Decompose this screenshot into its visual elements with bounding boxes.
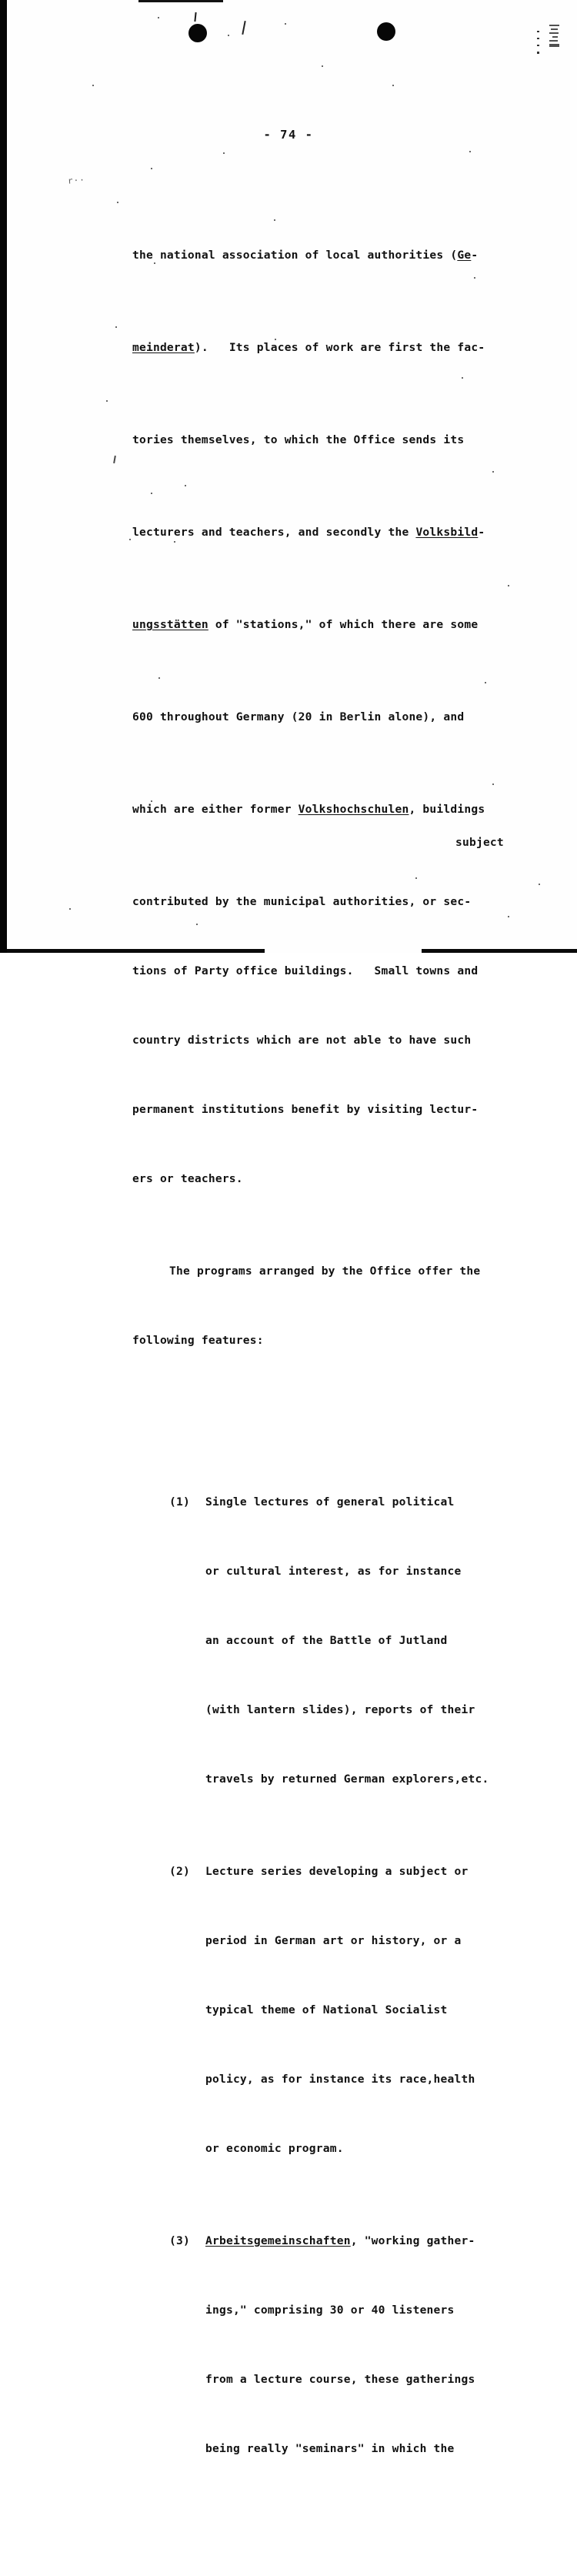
list-item-text: travels by returned German explorers,etc.	[205, 1772, 489, 1786]
body-line: lecturers and teachers, and secondly the Volksbild-	[132, 526, 485, 539]
punch-hole-left-icon	[188, 24, 207, 42]
list-item-text: period in German art or history, or a	[205, 1934, 462, 1947]
list-item-marker: (3)	[169, 2234, 190, 2247]
edge-stamp-smudge-icon	[549, 25, 560, 71]
list-item-underlined-term: Arbeitsgemeinschaften	[205, 2234, 351, 2247]
body-line: tories themselves, to which the Office sends its	[132, 433, 465, 446]
list-item-text: being really "seminars" in which the	[205, 2442, 455, 2455]
list-item-continuation	[132, 2299, 494, 2322]
body-line: permanent institutions benefit by visiting lectur-	[132, 1103, 479, 1116]
list-item-text: or cultural interest, as for instance	[205, 1565, 462, 1578]
list-item-continuation	[132, 1560, 494, 1583]
list-item-text: policy, as for instance its race,health	[205, 2073, 475, 2086]
body-line: country districts which are not able to have such	[132, 1034, 472, 1047]
margin-pencil-mark: r··	[67, 175, 86, 186]
body-line: following features:	[132, 1334, 264, 1347]
list-item-text: or economic program.	[205, 2142, 344, 2155]
list-item-text: Arbeitsgemeinschaften, "working gather-	[205, 2234, 475, 2247]
body-line: 600 throughout Germany (20 in Berlin alone), and	[132, 710, 465, 723]
list-item-text: typical theme of National Socialist	[205, 2003, 448, 2016]
margin-tick-mark	[113, 456, 116, 463]
body-line: ungsstätten of "stations," of which there are some	[132, 618, 479, 631]
document-body	[132, 175, 494, 2576]
list-item-text: from a lecture course, these gatherings	[205, 2373, 475, 2386]
body-line: contributed by the municipal authorities, or sec-	[132, 895, 472, 908]
list-item-continuation	[132, 1629, 494, 1652]
body-line: tions of Party office buildings. Small towns and	[132, 964, 479, 977]
list-item-marker: (1)	[169, 1495, 190, 1509]
list-item-text: an account of the Battle of Jutland	[205, 1634, 448, 1647]
list-item	[132, 1491, 494, 1514]
list-item-continuation	[132, 2068, 494, 2091]
list-item-continuation	[132, 1929, 494, 1953]
body-line: ers or teachers.	[132, 1172, 243, 1185]
list-item	[132, 2230, 494, 2253]
list-item-text: (with lantern slides), reports of their	[205, 1703, 475, 1716]
list-item-continuation	[132, 1699, 494, 1722]
list-item-text: Single lectures of general political	[205, 1495, 455, 1509]
scan-edge-left	[0, 0, 7, 953]
list-item-marker: (2)	[169, 1865, 190, 1878]
pen-stroke-mark	[242, 21, 245, 35]
list-item-continuation	[132, 1768, 494, 1791]
edge-dot-marks	[537, 31, 539, 66]
body-line: which are either former Volkshochschulen, buildings	[132, 803, 485, 816]
pen-stroke-mark	[194, 12, 196, 22]
list-item-continuation	[132, 2437, 494, 2461]
list-item-text: ings," comprising 30 or 40 listeners	[205, 2304, 455, 2317]
body-line: meinderat). Its places of work are first the fac-	[132, 341, 485, 354]
list-item-text: Lecture series developing a subject or	[205, 1865, 469, 1878]
punch-hole-right-icon	[377, 22, 395, 41]
list-item-continuation	[132, 2137, 494, 2160]
list-item-continuation	[132, 1999, 494, 2022]
numbered-list	[132, 1422, 494, 2530]
page-number: - 74 -	[263, 128, 314, 142]
body-line: the national association of local authorities (Ge-	[132, 249, 479, 262]
list-item	[132, 1860, 494, 1883]
scan-edge-top	[138, 0, 223, 2]
catchword: subject	[455, 836, 504, 849]
list-item-continuation	[132, 2368, 494, 2391]
body-line: The programs arranged by the Office offer the	[169, 1265, 481, 1278]
